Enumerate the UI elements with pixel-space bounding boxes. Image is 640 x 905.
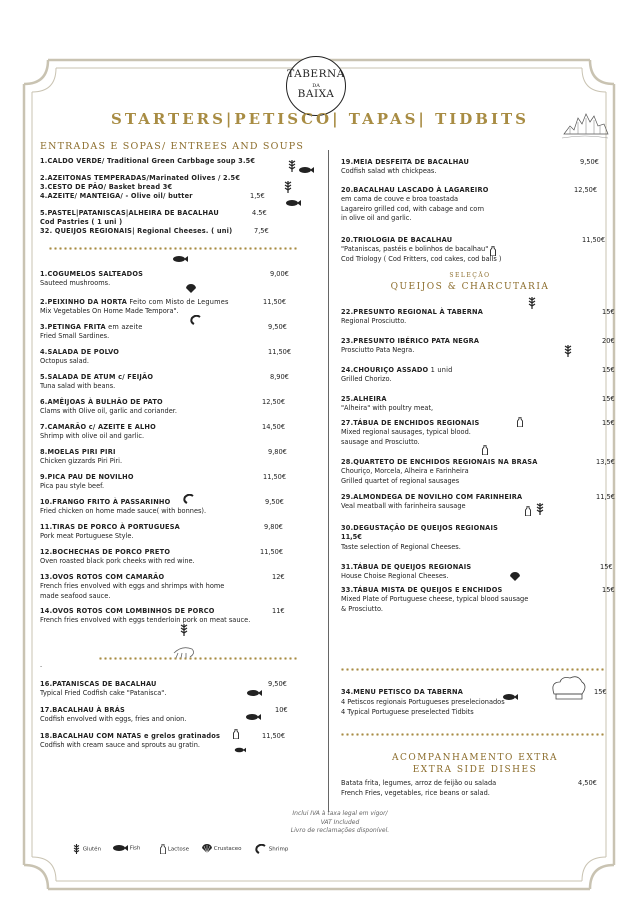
dotted-divider <box>340 668 605 671</box>
menu-item-price: 9,80€ <box>264 523 283 531</box>
logo-line3: BAIXA <box>297 88 335 100</box>
menu-item-price: 12€ <box>272 573 285 581</box>
menu-item-name <box>341 395 387 404</box>
menu-item-desc: Codfish envolved with eggs, fries and onion. <box>40 715 187 724</box>
menu-item-name <box>341 563 471 572</box>
menu-item-price: 12,50€ <box>262 398 286 406</box>
menu-item-name <box>40 448 116 457</box>
milk-bottle-icon <box>517 412 523 431</box>
menu-item-name <box>40 298 229 307</box>
item-title: 23.PRESUNTO IBÉRICO PATA NEGRA <box>341 337 480 345</box>
cesto-pao-line: 3.CESTO DE PÃO/ Basket bread 3€ <box>40 183 173 191</box>
menu-item-name <box>341 236 452 245</box>
menu-item-desc: Shrimp with olive oil and garlic. <box>40 432 145 441</box>
menu-item-desc: Mix Vegetables On Home Made Tempora". <box>40 307 179 316</box>
legend-fish <box>112 844 140 852</box>
item-title: 1.COGUMELOS SALTEADOS <box>40 270 144 278</box>
fish-icon <box>172 248 188 267</box>
menu-item-name <box>341 419 479 428</box>
menu-item-price: 15€ <box>602 419 615 427</box>
legend-lactose <box>160 844 189 854</box>
dotted-divider <box>98 657 298 660</box>
entradas-section-title: ENTRADAS E SOPAS/ ENTREES AND SOUPS <box>40 141 305 152</box>
menu-item-name <box>341 524 498 533</box>
item-title: 13.OVOS ROTOS COM CAMARÃO <box>40 573 165 581</box>
menu-item-price: 13,5€ <box>596 458 615 466</box>
menu-item-name <box>40 498 170 507</box>
extra-title: ACOMPANHAMENTO EXTRA <box>391 753 559 763</box>
fish-icon <box>112 844 128 852</box>
fish-icon <box>246 682 262 701</box>
selection-label: SELEÇÃO <box>449 272 491 279</box>
menu-item-price: 9,50€ <box>580 158 599 166</box>
menu-item-price: 15€ <box>602 395 615 403</box>
menu-item-desc: in olive oil and garlic. <box>341 213 412 222</box>
wheat-icon <box>564 342 572 361</box>
menu-item-desc: Veal meatball with farinheira sausage <box>341 502 466 511</box>
item-title: 9.PICA PAU DE NOVILHO <box>40 473 134 481</box>
item-title: 20.TRIOLOGIA DE BACALHAU <box>341 236 453 244</box>
town-sketch-illustration <box>560 104 610 148</box>
menu-item-desc: Cod Triology ( Cod Fritters, cod cakes, cod balls ) <box>341 254 502 263</box>
menu-item-price: 11,5€ <box>341 533 362 542</box>
azeite-price: 1,5€ <box>250 192 265 200</box>
shell-icon <box>186 278 196 297</box>
menu-item-desc: Typical Fried Codfish cake "Patanisca". <box>40 689 167 698</box>
wheat-icon <box>180 621 188 640</box>
page-title: STARTERS|PETISCO| TAPAS| TIDBITS <box>111 110 529 128</box>
menu-item-desc: Pork meat Portuguese Style. <box>40 532 134 541</box>
item-title: 8.MOELAS PIRI PIRI <box>40 448 116 456</box>
menu-item-desc: Mixed regional sausages, typical blood. <box>341 428 471 437</box>
extra-line2: French Fries, vegetables, rice beans or salad. <box>341 789 490 797</box>
item-title-extra: Feito com Misto de Legumes <box>127 298 229 306</box>
menu-item-name <box>341 308 483 317</box>
menu-petisco-price: 15€ <box>594 688 607 696</box>
menu-item-price: 20€ <box>602 337 615 345</box>
menu-item-desc: Grilled Chorizo. <box>341 375 392 384</box>
menu-item-desc: "Alheira" with poultry meat, <box>341 404 434 413</box>
legend-shrimp-label: Shrimp <box>268 846 289 853</box>
milk-bottle-icon <box>490 241 496 260</box>
item-title: 10.FRANGO FRITO À PASSARINHO <box>40 498 171 506</box>
menu-item-desc: French fries envolved with eggs tenderloin pork on meat sauce. <box>40 616 251 625</box>
menu-item-desc: Grilled quartet of regional sausages <box>341 476 460 485</box>
shell-icon <box>202 844 212 853</box>
legend-crustaceos <box>202 844 242 853</box>
azeite-line: 4.AZEITE/ MANTEIGA/ - Olive oil/ butter <box>40 192 193 200</box>
item-title: 19.MEIA DESFEITA DE BACALHAU <box>341 158 470 166</box>
menu-item-price: 11,50€ <box>268 348 292 356</box>
chef-hat-illustration <box>548 674 588 706</box>
menu-item-desc: Taste selection of Regional Cheeses. <box>341 542 461 551</box>
item-title: 16.PATANISCAS DE BACALHAU <box>40 680 157 688</box>
menu-item-price: 15€ <box>602 308 615 316</box>
menu-item-desc: Mixed Plate of Portuguese cheese, typical blood sausage <box>341 595 529 604</box>
menu-item-price: 11,50€ <box>260 548 284 556</box>
legend-fish-label: Fish <box>129 845 141 852</box>
menu-item-desc: Clams with Olive oil, garlic and coriander. <box>40 407 178 416</box>
legend-shrimp <box>255 844 288 854</box>
menu-item-name <box>341 337 479 346</box>
shrimp-icon <box>255 844 267 854</box>
item-title: 18.BACALHAU COM NATAS e grelos gratinados <box>40 732 221 740</box>
extra-price: 4,50€ <box>578 779 597 787</box>
item-title: 2.PEIXINHO DA HORTA <box>40 298 128 306</box>
menu-item-name <box>40 732 220 741</box>
fish-icon <box>285 192 301 211</box>
caldo-verde-line: 1.CALDO VERDE/ Traditional Green Carbbage soup 3.5€ <box>40 157 256 165</box>
item-title: 29.ALMONDEGA DE NOVILHO COM FARINHEIRA <box>341 493 523 501</box>
milk-bottle-icon <box>525 501 531 520</box>
queijos-section-title: QUEIJOS & CHARCUTARIA <box>390 282 550 292</box>
fish-icon <box>234 738 246 757</box>
menu-item-price: 11,50€ <box>263 473 287 481</box>
milk-bottle-icon <box>482 440 488 459</box>
footer-complaints: Livro de reclamações disponível. <box>290 827 390 834</box>
queijos-price: 7,5€ <box>254 227 269 235</box>
menu-item-price: 11€ <box>272 607 285 615</box>
wheat-icon <box>536 500 544 519</box>
column-divider <box>328 150 329 812</box>
menu-item-price: 11,50€ <box>262 732 286 740</box>
menu-item-price: 9,50€ <box>265 498 284 506</box>
menu-item-price: 15€ <box>602 366 615 374</box>
item-title: 30.DEGUSTAÇÃO DE QUEIJOS REGIONAIS <box>341 524 499 532</box>
menu-item-desc: em cama de couve e broa toastada <box>341 195 459 204</box>
menu-petisco-name: 34.MENU PETISCO DA TABERNA <box>341 688 464 696</box>
item-title: 17.BACALHAU À BRÁS <box>40 706 125 714</box>
menu-item-price: 9,50€ <box>268 680 287 688</box>
menu-item-desc: Sauteed mushrooms. <box>40 279 111 288</box>
milk-bottle-icon <box>160 844 166 854</box>
taberna-logo <box>286 56 346 116</box>
shell-icon <box>510 566 520 585</box>
menu-item-price: 9,50€ <box>268 323 287 331</box>
footer-notes <box>270 810 410 836</box>
menu-item-name <box>40 398 163 407</box>
menu-item-desc: Octopus salad. <box>40 357 89 366</box>
menu-item-name <box>40 706 125 715</box>
menu-item-price: 9,80€ <box>268 448 287 456</box>
menu-item-desc: Codfish salad wth chickpeas. <box>341 167 437 176</box>
menu-item-name <box>40 548 170 557</box>
item-title: 31.TÁBUA DE QUEIJOS REGIONAIS <box>341 563 472 571</box>
footer-vat-en: VAT Included <box>320 818 360 826</box>
item-title: 27.TÁBUA DE ENCHIDOS REGIONAIS <box>341 419 480 427</box>
pastel-price: 4.5€ <box>252 209 267 217</box>
menu-item-name <box>341 366 453 375</box>
legend-crustaceos-label: Crustaceo <box>213 846 242 852</box>
wheat-icon <box>528 294 536 313</box>
menu-item-desc: Codfish with cream sauce and sprouts au gratin. <box>40 741 200 750</box>
menu-item-desc: Tuna salad with beans. <box>40 382 116 391</box>
legend-lactose-label: Lactose <box>167 846 189 853</box>
azeitonas-line: 2.AZEITONAS TEMPERADAS/Marinated Olives / 2.5€ <box>40 174 241 182</box>
shrimp-icon <box>183 489 195 508</box>
shrimp-sketch-illustration <box>172 644 196 663</box>
menu-item-desc: Oven roasted black pork cheeks with red wine. <box>40 557 195 566</box>
legend-gluten-label: Glutén <box>82 846 102 853</box>
queijos-line: 32. QUEIJOS REGIONAIS| Regional Cheeses. ( uni) <box>40 227 233 235</box>
menu-item-name <box>341 458 538 467</box>
item-title: 24.CHOURIÇO ASSADO <box>341 366 429 374</box>
menu-item-name <box>40 607 215 616</box>
wheat-icon <box>72 844 81 854</box>
menu-item-name <box>341 586 502 595</box>
fish-icon <box>245 706 261 725</box>
cod-pastries-line: Cod Pastries ( 1 uni ) <box>40 218 123 226</box>
menu-item-price: 8,90€ <box>270 373 289 381</box>
stray-dot: . <box>40 661 43 669</box>
menu-item-name <box>40 573 164 582</box>
pastel-line: 5.PASTEL|PATANISCAS|ALHEIRA DE BACALHAU <box>40 209 219 217</box>
menu-item-desc: made seafood sauce. <box>40 591 111 600</box>
item-title: 14.OVOS ROTOS COM LOMBINHOS DE PORCO <box>40 607 215 615</box>
item-title: 12.BOCHECHAS DE PORCO PRETO <box>40 548 171 556</box>
menu-item-desc: Lagareiro grilled cod, with cabage and corn <box>341 204 485 213</box>
fish-icon <box>502 686 518 705</box>
menu-petisco-desc1: 4 Petiscos regionais Portugueses preselecionados <box>341 698 505 706</box>
menu-item-name <box>40 473 134 482</box>
menu-item-name <box>40 680 157 689</box>
menu-item-desc: Fried Small Sardines. <box>40 332 110 341</box>
menu-item-name <box>341 158 469 167</box>
item-title: 5.SALADA DE ATUM c/ FEIJÃO <box>40 373 154 381</box>
menu-item-name <box>341 493 522 502</box>
menu-item-price: 15€ <box>600 563 613 571</box>
item-title: 25.ALHEIRA <box>341 395 387 403</box>
item-title: 28.QUARTETO DE ENCHIDOS REGIONAIS NA BRASA <box>341 458 538 466</box>
logo-line2: DA <box>312 83 320 89</box>
menu-item-desc: Chicken gizzards Piri Piri. <box>40 457 123 466</box>
extra-subtitle: EXTRA SIDE DISHES <box>412 765 538 775</box>
menu-item-desc: Chouriço, Morcela, Alheira e Farinheira <box>341 467 469 476</box>
item-title-extra: 1 unid <box>428 366 453 374</box>
item-title: 11.TIRAS DE PORCO À PORTUGUESA <box>40 523 180 531</box>
item-title: 20.BACALHAU LASCADO À LAGAREIRO <box>341 186 489 194</box>
menu-item-name <box>40 348 119 357</box>
menu-item-name <box>40 423 156 432</box>
fish-icon <box>298 159 314 178</box>
menu-item-desc: Prosciutto Pata Negra. <box>341 346 415 355</box>
menu-item-name <box>40 270 143 279</box>
menu-item-desc: Fried chicken on home made sauce( with bonnes). <box>40 507 207 516</box>
menu-petisco-desc2: 4 Typical Portuguese preselected Tidbits <box>341 708 474 716</box>
menu-item-desc: House Choise Regional Cheeses. <box>341 572 449 581</box>
menu-item-name <box>341 186 489 195</box>
menu-item-price: 10€ <box>275 706 288 714</box>
menu-item-name <box>40 373 153 382</box>
menu-item-price: 11,50€ <box>263 298 287 306</box>
footer-vat: Inclui IVA à taxa legal em vigor/ <box>292 810 388 817</box>
item-title: 3.PETINGA FRITA <box>40 323 106 331</box>
menu-item-price: 12,50€ <box>574 186 598 194</box>
menu-item-desc: "Pataniscas, pastéis e bolinhos de bacalhau" <box>341 245 489 254</box>
item-title-extra: em azeite <box>105 323 143 331</box>
shrimp-icon <box>190 310 202 329</box>
menu-item-desc: French fries envolved with eggs and shrimps with home <box>40 582 225 591</box>
menu-item-desc: Regional Prosciutto. <box>341 317 407 326</box>
item-title: 7.CAMARÃO c/ AZEITE E ALHO <box>40 423 156 431</box>
item-title: 6.AMÊIJOAS À BULHÃO DE PATO <box>40 398 163 406</box>
item-title: 33.TÁBUA MISTA DE QUEIJOS E ENCHIDOS <box>341 586 503 594</box>
menu-item-price: 9,00€ <box>270 270 289 278</box>
menu-item-desc: Pica pau style beef. <box>40 482 105 491</box>
menu-item-desc: & Prosciutto. <box>341 604 383 613</box>
menu-item-price: 11,5€ <box>596 493 615 501</box>
wheat-icon <box>288 157 296 176</box>
legend-gluten <box>72 844 101 854</box>
logo-line1: TABERNA <box>287 68 345 80</box>
menu-item-price: 15€ <box>602 586 615 594</box>
item-title: 22.PRESUNTO REGIONAL À TABERNA <box>341 308 484 316</box>
menu-item-name <box>40 523 180 532</box>
menu-item-desc: sausage and Prosciutto. <box>341 437 420 446</box>
dotted-divider <box>340 733 605 736</box>
extra-line1: Batata frita, legumes, arroz de feijão ou salada <box>341 779 497 787</box>
menu-item-price: 14,50€ <box>262 423 286 431</box>
menu-item-name <box>40 323 143 332</box>
menu-item-price: 11,50€ <box>582 236 606 244</box>
item-title: 4.SALADA DE POLVO <box>40 348 120 356</box>
